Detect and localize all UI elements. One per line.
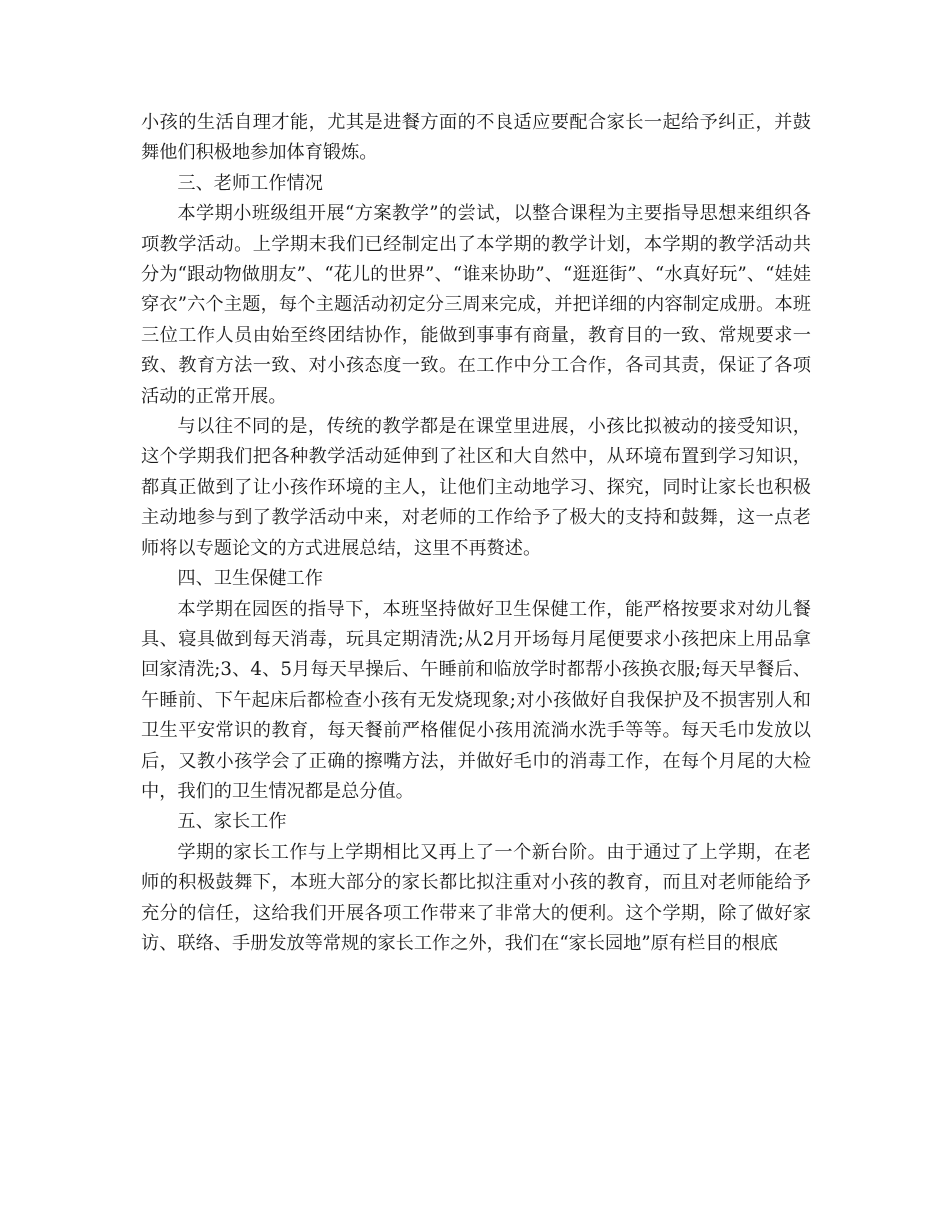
section-heading-parent-work: 五、家长工作 xyxy=(177,811,287,833)
paragraph-continuation: 小孩的生活自理才能，尤其是进餐方面的不良适应要配合家长一起给予纠正，并鼓舞他们积极地参加体育锻炼。 xyxy=(141,112,811,164)
paragraph-teaching-plan: 本学期小班级组开展“方案教学”的尝试，以整合课程为主要指导思想来组织各项教学活动。上学期末我们已经制定出了本学期的教学计划，本学期的教学活动共分为“跟动物做朋友”、“花儿的世界”、“谁来协助”、“逛逛街”、“水真好玩”、“娃娃穿衣”六个主题，每个主题活动初定分三周来完成，并把详细的内容制定成册。本班三位工作人员由始至终团结协作，能做到事事有商量，教育目的一致、常规要求一致、教育方法一致、对小孩态度一致。在工作中分工合作，各司其责，保证了各项活动的正常开展。 xyxy=(141,203,811,407)
paragraph-health-care: 本学期在园医的指导下，本班坚持做好卫生保健工作，能严格按要求对幼儿餐具、寝具做到每天消毒，玩具定期清洗;从2月开场每月尾便要求小孩把床上用品拿回家清洗;3、4、5月每天早操后、午睡前和临放学时都帮小孩换衣服;每天早餐后、午睡前、下午起床后都检查小孩有无发烧现象;对小孩做好自我保护及不损害别人和卫生平安常识的教育，每天餐前严格催促小孩用流淌水洗手等等。每天毛巾发放以后，又教小孩学会了正确的擦嘴方法，并做好毛巾的消毒工作，在每个月尾的大检中，我们的卫生情况都是总分值。 xyxy=(141,598,811,802)
document-page xyxy=(141,108,811,959)
paragraph-teaching-extension: 与以往不同的是，传统的教学都是在课堂里进展，小孩比拟被动的接受知识，这个学期我们把各种教学活动延伸到了社区和大自然中，从环境布置到学习知识，都真正做到了让小孩作环境的主人，让他们主动地学习、探究，同时让家长也积极主动地参与到了教学活动中来，对老师的工作给予了极大的支持和鼓舞，这一点老师将以专题论文的方式进展总结，这里不再赘述。 xyxy=(141,416,811,559)
section-heading-health-care: 四、卫生保健工作 xyxy=(177,568,323,590)
paragraph-parent-work: 学期的家长工作与上学期相比又再上了一个新台阶。由于通过了上学期，在老师的积极鼓舞下，本班大部分的家长都比拟注重对小孩的教育，而且对老师能给予充分的信任，这给我们开展各项工作带来了非常大的便利。这个学期，除了做好家访、联络、手册发放等常规的家长工作之外，我们在“家长园地”原有栏目的根底 xyxy=(141,841,811,954)
section-heading-teacher-work: 三、老师工作情况 xyxy=(177,172,323,194)
